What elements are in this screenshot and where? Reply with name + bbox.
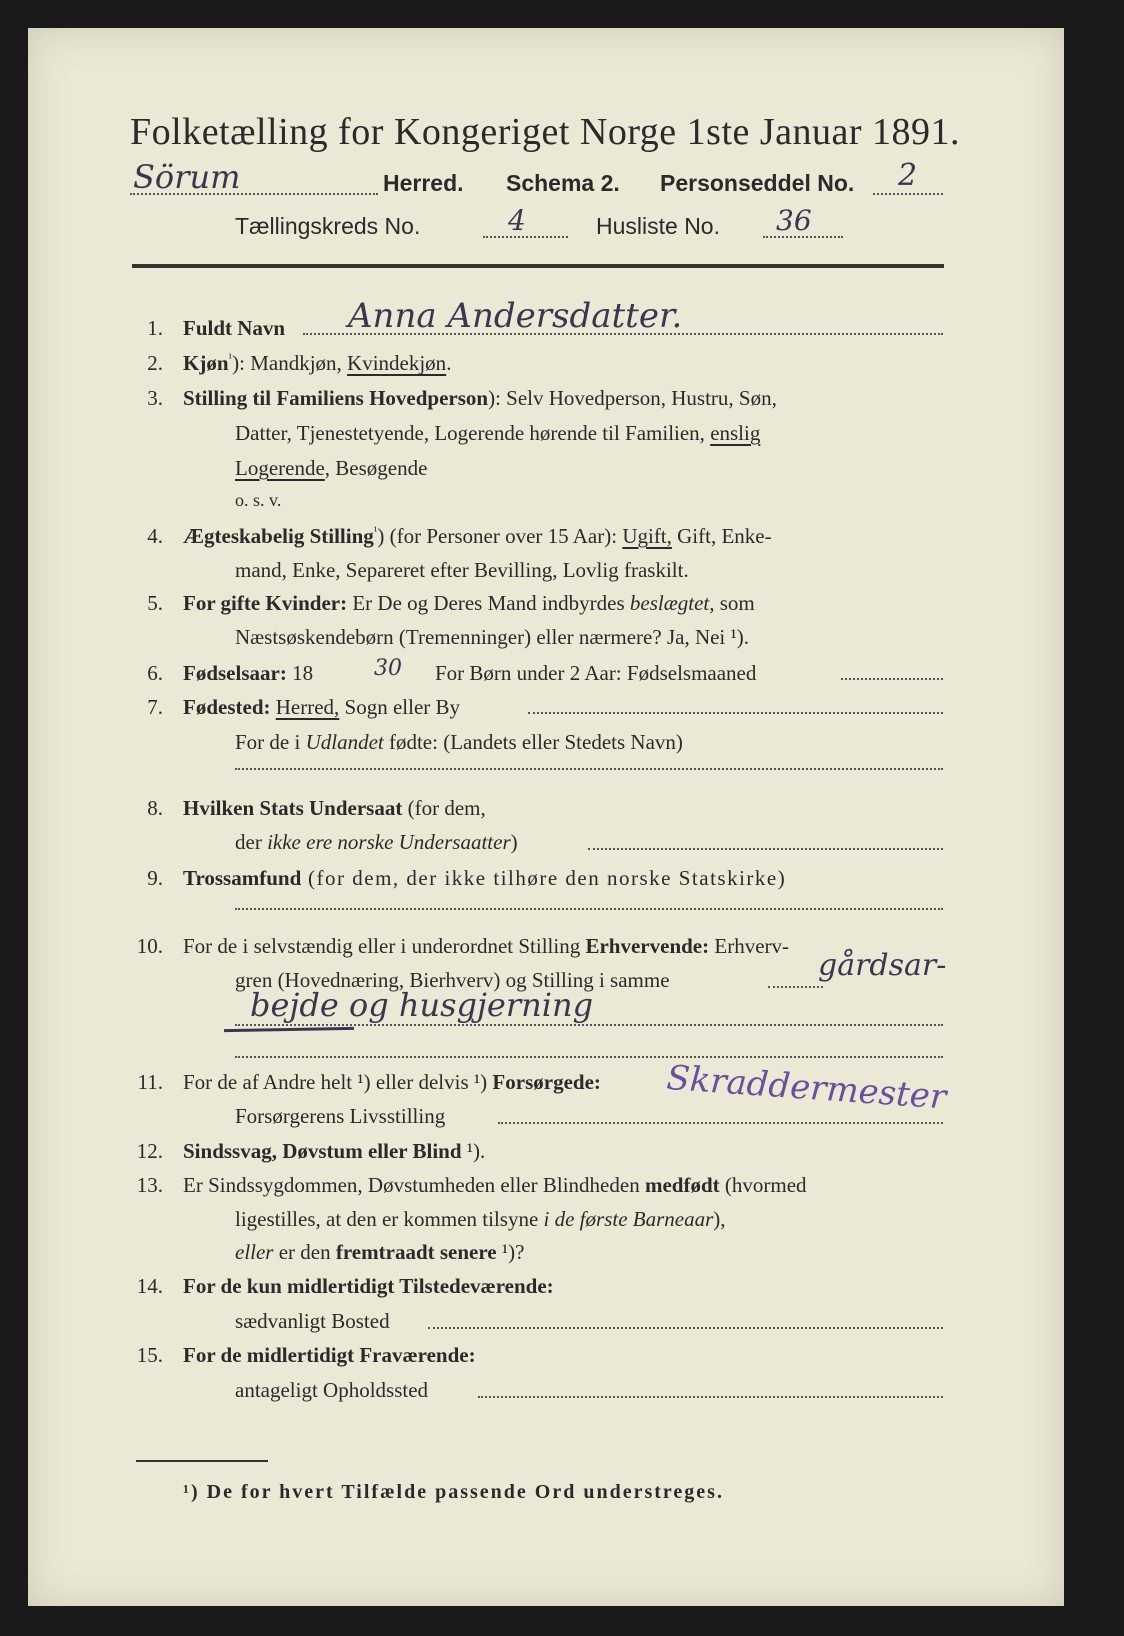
fodested-line-1	[183, 695, 460, 720]
taellingskreds-label: Tællingskreds No.	[235, 213, 421, 239]
fodested-label: Fødested:	[183, 695, 271, 719]
aegteskab-text-b: Gift, Enke-	[671, 524, 772, 548]
stilling-options-1: ): Selv Hovedperson, Hustru, Søn,	[488, 386, 777, 410]
herred-label: Herred.	[383, 170, 464, 196]
erhverv-line-1	[183, 934, 789, 959]
trossamfund-line	[183, 866, 786, 891]
medfodt-text-b: (hvormed	[719, 1173, 807, 1197]
opholdssted-dotted-line	[478, 1396, 943, 1398]
footnote-mark: ¹	[228, 351, 233, 365]
medfodt-text: Er Sindssygdommen, Døvstumheden eller Blindheden	[183, 1173, 645, 1197]
footnote-rule	[136, 1460, 268, 1462]
stilling-line-4: o. s. v.	[235, 490, 282, 510]
erhverv-answer-handwritten-2: bejde og husgjerning	[250, 986, 594, 1024]
erhverv-answer-handwritten-1: gårdsar-	[818, 948, 947, 983]
senere-bold: fremtraadt senere	[335, 1240, 497, 1264]
herred-underlined: Herred,	[275, 695, 340, 719]
personseddel-number-handwritten: 2	[898, 158, 918, 193]
medfodt-line-3	[235, 1240, 525, 1265]
eller-italic: eller	[235, 1240, 274, 1264]
kjon-options: ): Mandkjøn,	[232, 351, 348, 375]
stilling-options-2: Datter, Tjenestetyende, Logerende hørende til Familien,	[235, 421, 711, 445]
item-number: 9.	[147, 866, 163, 890]
item-number: 13.	[136, 1173, 163, 1197]
undersaat-label: Hvilken Stats Undersaat	[183, 796, 403, 820]
kjon-label: Kjøn	[183, 351, 229, 375]
municipality-handwritten: Sörum	[133, 158, 241, 196]
taellingskreds-dotted-line	[483, 236, 568, 238]
sindssvag-text: ¹).	[461, 1139, 486, 1163]
item-number: 11.	[137, 1070, 163, 1094]
sindssvag-label: Sindssvag, Døvstum eller Blind	[183, 1139, 462, 1163]
medfodt-line2-prefix: ligestilles, at den er kommen tilsyne	[235, 1207, 544, 1231]
stilling-label: Stilling til Familiens Hovedperson	[183, 386, 489, 410]
kjon-line	[183, 351, 451, 376]
forsorger-answer-handwritten: Skraddermester	[665, 1058, 948, 1118]
gifte-kvinder-text-b: som	[714, 591, 755, 615]
erhvervende-bold: Erhvervende:	[585, 934, 710, 958]
fodselsaar-label: Fødselsaar:	[183, 661, 287, 685]
fodested-line-2	[235, 730, 683, 755]
udlandet-italic: Udlandet	[305, 730, 384, 754]
forsorgede-bold: Forsørgede:	[492, 1070, 601, 1094]
medfodt-bold: medfødt	[644, 1173, 720, 1197]
fodselsmaaned-dotted-line	[841, 678, 943, 680]
forsorget-line-2: Forsørgerens Livsstilling	[235, 1104, 446, 1128]
erhverv-dotted-line-2	[235, 1024, 943, 1026]
fodested-options: Sogn eller By	[339, 695, 461, 719]
footnote: ¹) De for hvert Tilfælde passende Ord understreges.	[183, 1481, 724, 1503]
municipality-dotted-line	[130, 193, 378, 195]
taellingskreds-number-handwritten: 4	[508, 204, 526, 237]
erhverv-handwritten-underline	[224, 1027, 354, 1032]
udlandet-dotted-line	[235, 768, 943, 770]
gifte-kvinder-line-2: Næstsøskendebørn (Tremenninger) eller nærmere? Ja, Nei ¹).	[235, 625, 750, 649]
gifte-kvinder-line-1	[183, 591, 755, 616]
aegteskab-text: ) (for Personer over 15 Aar):	[377, 524, 623, 548]
forsorget-line-1	[183, 1070, 601, 1095]
personseddel-label: Personseddel No.	[660, 170, 855, 196]
item-number: 4.	[147, 524, 163, 548]
undersaat-text: (for dem,	[402, 796, 486, 820]
full-name-handwritten: Anna Andersdatter.	[348, 296, 683, 336]
undersaat-prefix: der	[235, 830, 268, 854]
ikke-norske-italic: ikke ere norske Undersaatter	[267, 830, 511, 854]
header-rule	[132, 264, 944, 268]
medfodt-line-2	[235, 1207, 726, 1232]
item-number: 8.	[147, 796, 163, 820]
erhverv-dotted-line-3	[235, 1056, 943, 1058]
forsorget-text: For de af Andre helt ¹) eller delvis ¹)	[183, 1070, 493, 1094]
item-number: 1.	[147, 316, 163, 340]
kvindekjon-underlined: Kvindekjøn	[347, 351, 447, 375]
forsorger-dotted-line	[498, 1122, 943, 1124]
aegteskab-line-2: mand, Enke, Separeret efter Bevilling, Lovlig fraskilt.	[235, 558, 689, 582]
trossamfund-text: (for dem, der ikke tilhøre den norske Statskirke)	[301, 866, 787, 890]
year-prefix: 18	[286, 661, 314, 685]
trossamfund-label: Trossamfund	[183, 866, 302, 890]
erhverv-line-2: gren (Hovednæring, Bierhverv) og Stilling i samme	[235, 968, 670, 992]
fuldt-navn-label: Fuldt Navn	[183, 316, 286, 340]
ugift-underlined: Ugift,	[622, 524, 672, 548]
beslaegtet-italic: beslægtet,	[629, 591, 715, 615]
item-number: 15.	[136, 1343, 163, 1367]
gifte-kvinder-label: For gifte Kvinder:	[183, 591, 348, 615]
item-number: 3.	[147, 386, 163, 410]
udlandet-prefix: For de i	[235, 730, 306, 754]
fravaerende-label: For de midlertidigt Fraværende:	[183, 1343, 476, 1367]
personseddel-dotted-line	[873, 193, 943, 195]
footnote-mark: ¹	[373, 524, 378, 538]
born-under-2-label: For Børn under 2 Aar: Fødselsmaaned	[435, 661, 757, 685]
item-number: 12.	[136, 1139, 163, 1163]
medfodt-line3-text: er den	[273, 1240, 336, 1264]
husliste-number-handwritten: 36	[776, 204, 812, 237]
sindssvag-line	[183, 1139, 485, 1164]
bosted-label: sædvanligt Bosted	[235, 1309, 390, 1333]
kjon-end: .	[446, 351, 452, 375]
item-number: 6.	[147, 661, 163, 685]
stilling-options-3: , Besøgende	[324, 456, 428, 480]
stilling-line-3	[235, 456, 427, 481]
undersaat-line-1	[183, 796, 486, 821]
barneaar-italic: i de første Barneaar	[543, 1207, 714, 1231]
opholdssted-label: antageligt Opholdssted	[235, 1378, 429, 1402]
bosted-dotted-line	[428, 1327, 943, 1329]
schema-label: Schema 2.	[506, 170, 620, 196]
undersaat-line-2	[235, 830, 518, 855]
item-number: 10.	[136, 934, 163, 958]
medfodt-line2-suffix: ),	[713, 1207, 726, 1231]
gifte-kvinder-text: Er De og Deres Mand indbyrdes	[347, 591, 630, 615]
undersaat-suffix: )	[510, 830, 518, 854]
aegteskab-line-1	[183, 524, 772, 549]
medfodt-line-1	[183, 1173, 807, 1198]
trossamfund-dotted-line	[235, 908, 943, 910]
erhverv-text-b: Erhverv-	[709, 934, 790, 958]
census-form-page	[28, 28, 1064, 1606]
medfodt-line3-end: ¹)?	[496, 1240, 525, 1264]
logerende-underlined: Logerende	[235, 456, 325, 480]
item-number: 7.	[147, 695, 163, 719]
item-number: 5.	[147, 591, 163, 615]
stilling-line-1	[183, 386, 777, 411]
stilling-line-2	[235, 421, 760, 446]
birth-year-handwritten: 30	[374, 656, 402, 681]
item-number: 2.	[147, 351, 163, 375]
undersaat-dotted-line	[588, 848, 943, 850]
erhverv-dotted-line-1	[768, 986, 823, 988]
tilstedevaerende-label: For de kun midlertidigt Tilstedeværende:	[183, 1274, 554, 1298]
husliste-label: Husliste No.	[596, 213, 720, 239]
item-number: 14.	[136, 1274, 163, 1298]
aegteskab-label: Ægteskabelig Stilling	[183, 524, 374, 548]
fodested-dotted-line	[528, 712, 943, 714]
form-title: Folketælling for Kongeriget Norge 1ste Januar 1891.	[130, 111, 961, 153]
enslig-underlined: enslig	[710, 421, 761, 445]
husliste-dotted-line	[763, 236, 843, 238]
fodselsaar-line	[183, 661, 313, 686]
udlandet-suffix: fødte: (Landets eller Stedets Navn)	[383, 730, 683, 754]
erhverv-text: For de i selvstændig eller i underordnet Stilling	[183, 934, 586, 958]
